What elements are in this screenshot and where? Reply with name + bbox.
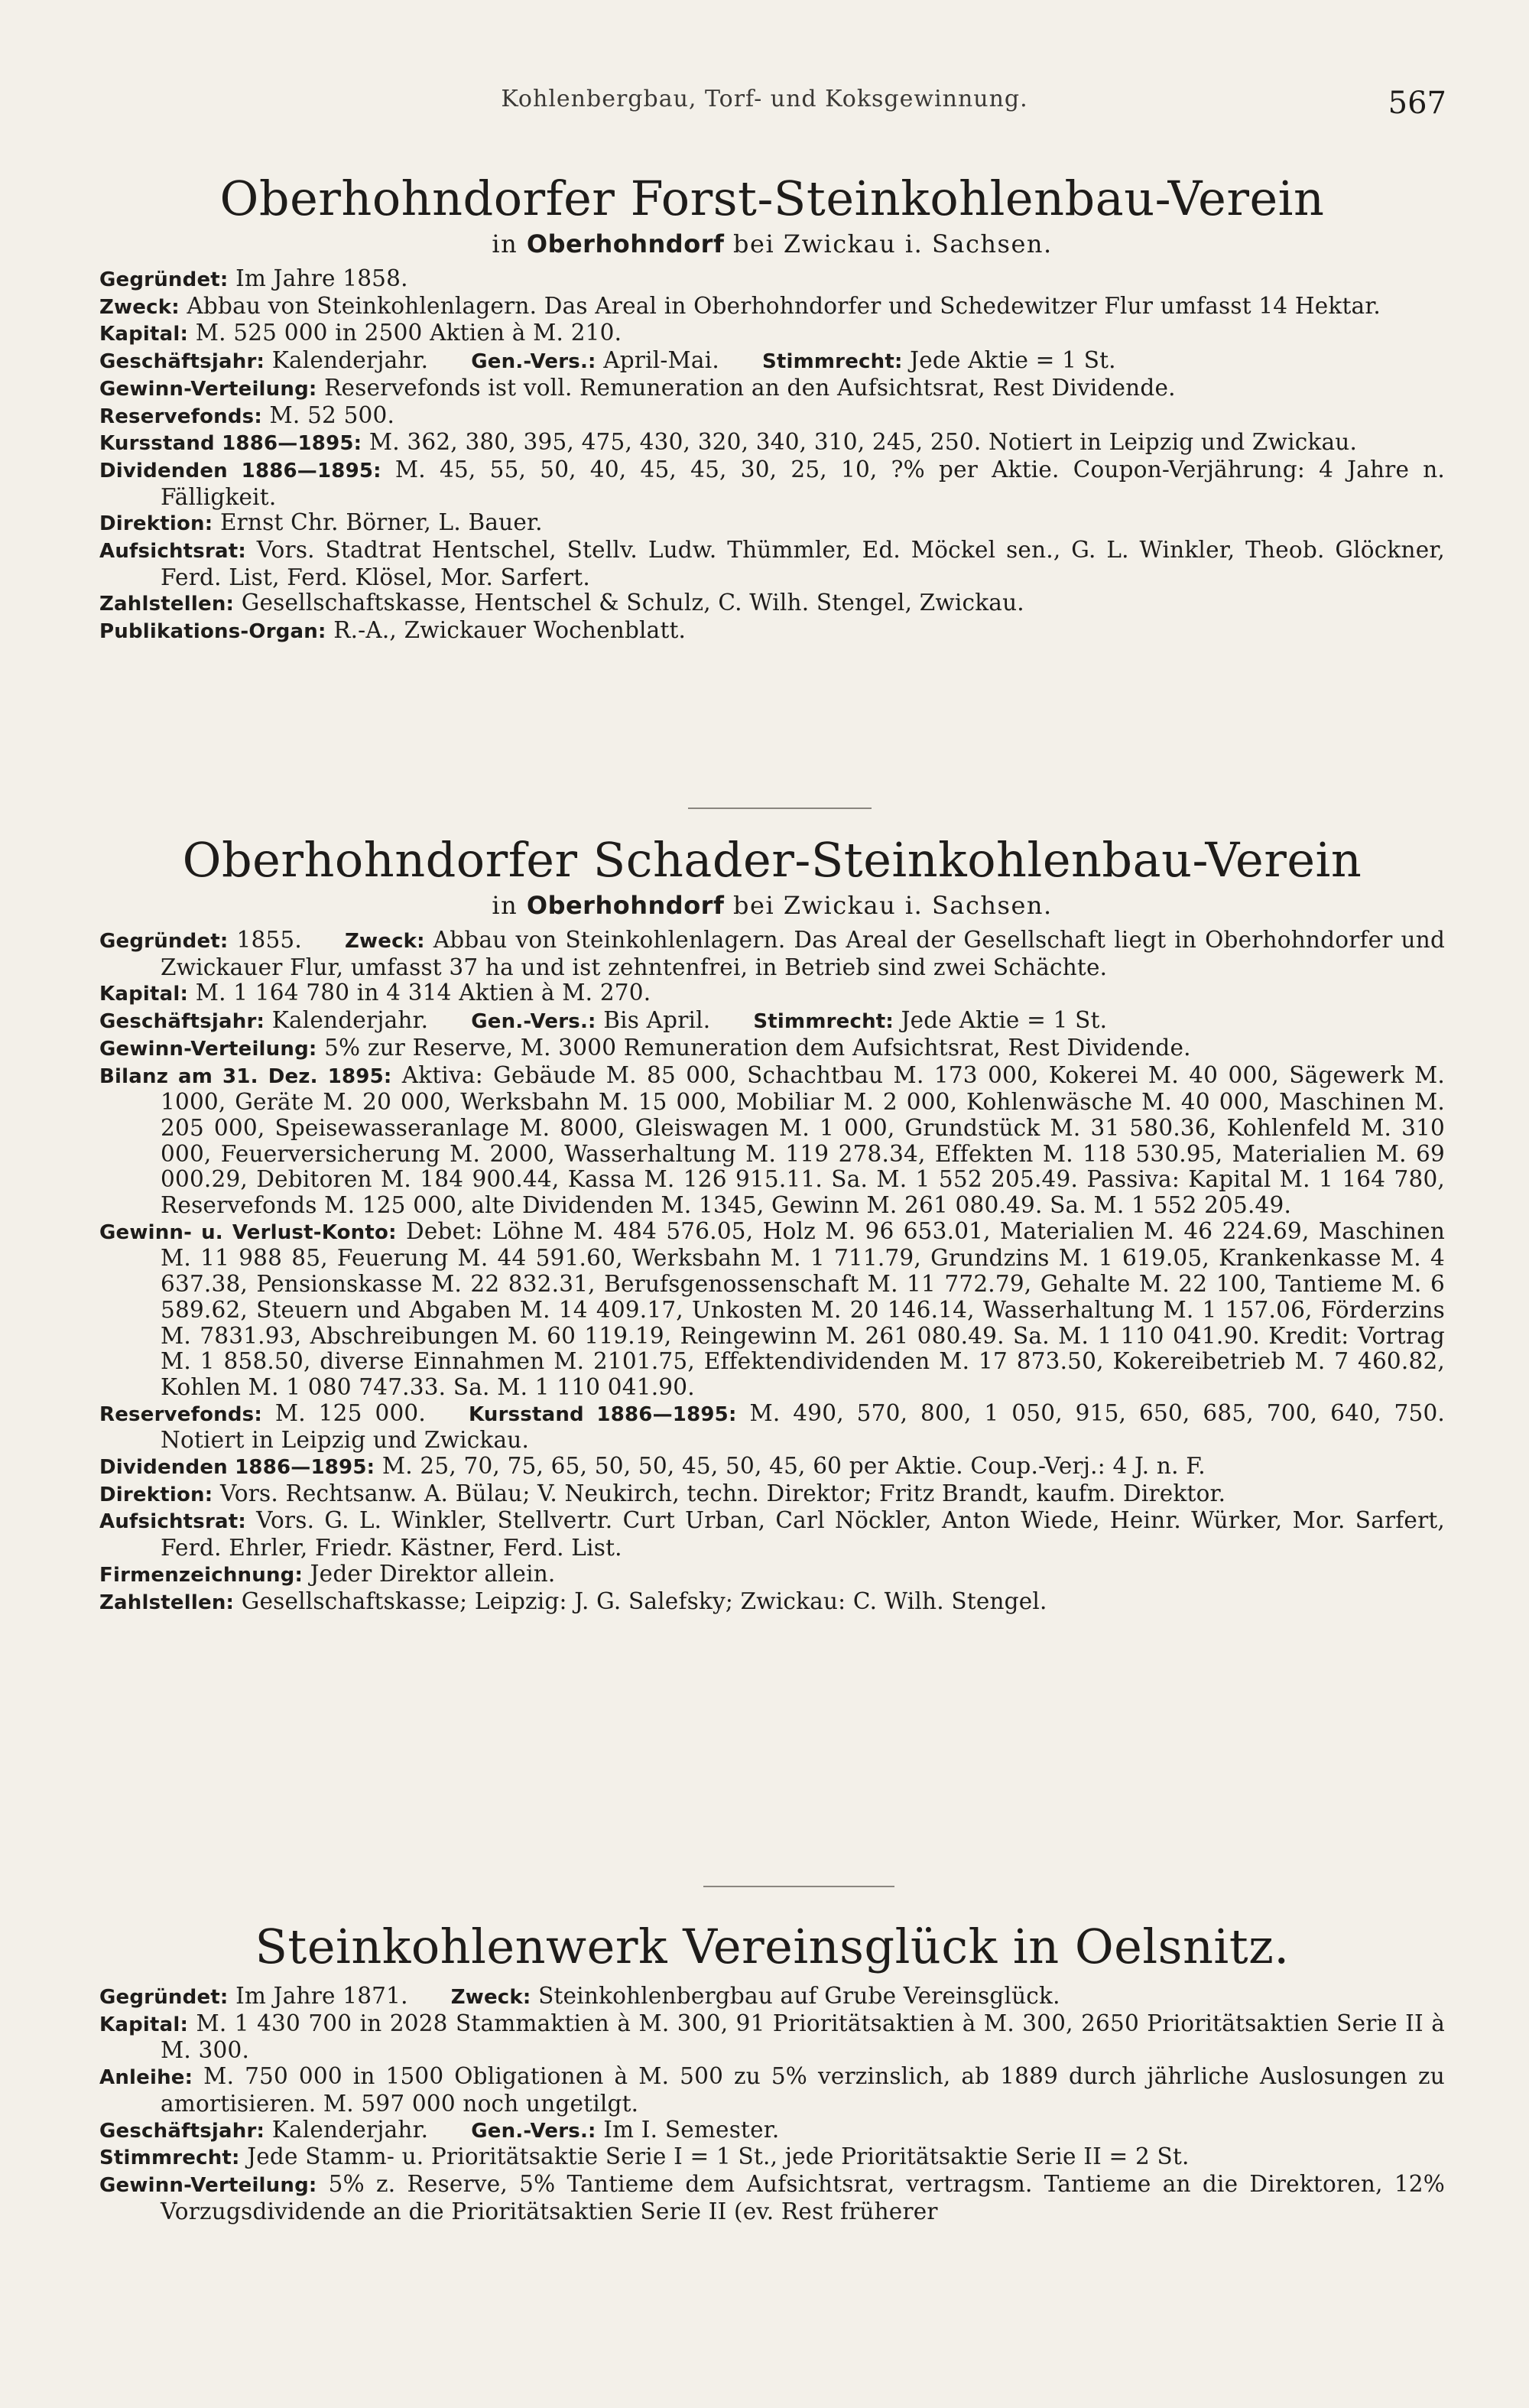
field-label: Aufsichtsrat: (99, 540, 246, 564)
field-label: Zahlstellen: (99, 1591, 235, 1614)
field-label: Reservefonds: (99, 405, 262, 428)
entry-paragraph (99, 538, 1445, 590)
company-entry (99, 1918, 1445, 2224)
field-value: Im Jahre 1858. (235, 265, 408, 291)
field-value: Kalenderjahr. (271, 1007, 429, 1034)
location-suffix: bei Zwickau i. Sachsen. (733, 229, 1053, 258)
field-label: Gegründet: (99, 268, 229, 291)
entry-paragraph (99, 2011, 1445, 2064)
field-value: M. 362, 380, 395, 475, 430, 320, 340, 310, 245, 250. Notiert in Leipzig und Zwickau. (368, 429, 1358, 456)
entry-paragraph (99, 430, 1445, 457)
company-title: Steinkohlenwerk Vereinsglück in Oelsnitz. (255, 1919, 1290, 1974)
section-divider (703, 1886, 894, 1887)
field-value: M. 490, 570, 800, 1 050, 915, 650, 685, 700, 640, 750. Notiert in Leipzig und Zwickau. (161, 1399, 1446, 1454)
field-value: 1855. (236, 927, 302, 953)
field-label: Direktion: (99, 1483, 213, 1506)
entry-paragraph (99, 1008, 1445, 1035)
field-label: Anleihe: (99, 2066, 193, 2090)
field-label: Kursstand 1886—1895: (99, 432, 362, 456)
field-label: Kursstand 1886—1895: (468, 1402, 737, 1426)
field-label: Gen.-Vers.: (471, 2119, 596, 2143)
location-place: Oberhohndorf (526, 891, 725, 920)
entry-paragraph (99, 1219, 1445, 1401)
page-number: 567 (1388, 86, 1446, 121)
entry-paragraph (99, 266, 1445, 294)
field-value: M. 750 000 in 1500 Obligationen à M. 500 zu 5% verzinslich, ab 1889 durch jährliche Auslosungen zu amortisieren. M. 597 000 noch ungetilgt. (161, 2063, 1446, 2117)
entry-paragraph (99, 1984, 1445, 2011)
field-value: Abbau von Steinkohlenlagern. Das Areal in Oberhohndorfer und Schedewitzer Flur umfasst 14 Hektar. (187, 292, 1381, 319)
field-value: Jede Aktie = 1 St. (910, 347, 1116, 374)
field-value: Im I. Semester. (603, 2116, 780, 2143)
field-label: Stimmrecht: (753, 1010, 894, 1034)
company-location (99, 228, 1445, 260)
entry-paragraph (99, 618, 1445, 645)
entry-paragraph (99, 928, 1445, 980)
entry-paragraph (99, 375, 1445, 403)
field-value: Ernst Chr. Börner, L. Bauer. (219, 509, 543, 536)
field-value: Jede Stamm- u. Prioritätsaktie Serie I = 1 St., jede Prioritätsaktie Serie II = 2 St. (247, 2143, 1190, 2170)
field-label: Bilanz am 31. Dez. 1895: (99, 1064, 392, 1088)
field-value: Gesellschaftskasse; Leipzig: J. G. Salefsky; Zwickau: C. Wilh. Stengel. (241, 1587, 1047, 1614)
field-value: Aktiva: Gebäude M. 85 000, Schachtbau M. 173 000, Kokerei M. 40 000, Sägewerk M. 1000, Geräte M. 20 000, Werksbahn M. 15 000, Mobiliar M. 2 000, Kohlenwäsche M. 40 000, Maschinen M. 205 000, Speisewasseranlage M. 8000, Gleiswagen M. 1 000, Grundstück M. 31 580.36, Kohlenfeld M. 310 000, Feuerversicherung M. 2000, Wasserhaltung M. 119 278.34, Effekten M. 118 530.95, Materialien M. 69 000.29, Debitoren M. 184 900.44, Kassa M. 126 915.11. Sa. M. 1 552 205.49. Passiva: Kapital M. 1 164 780, Reservefonds M. 125 000, alte Dividenden M. 1345, Gewinn M. 261 080.49. Sa. M. 1 552 205.49. (161, 1061, 1445, 1219)
field-label: Geschäftsjahr: (99, 350, 265, 374)
field-label: Direktion: (99, 512, 213, 536)
entry-paragraph (99, 348, 1445, 375)
field-value: Kalenderjahr. (271, 2116, 429, 2143)
field-label: Gewinn-Verteilung: (99, 377, 317, 401)
field-value: Steinkohlenbergbau auf Grube Vereinsglück. (538, 1983, 1060, 2009)
entry-paragraph (99, 1589, 1445, 1617)
field-label: Zweck: (450, 1986, 531, 2009)
company-entry (99, 170, 1445, 645)
entry-paragraph (99, 2172, 1445, 2224)
entry-paragraph (99, 980, 1445, 1008)
entry-paragraph (99, 1561, 1445, 1589)
field-value: Reservefonds ist voll. Remuneration an den Aufsichtsrat, Rest Dividende. (324, 374, 1176, 401)
entry-paragraph (99, 403, 1445, 431)
field-label: Dividenden 1886—1895: (99, 459, 381, 483)
field-label: Kapital: (99, 983, 189, 1006)
field-label: Stimmrecht: (99, 2146, 240, 2170)
location-place: Oberhohndorf (526, 229, 725, 258)
entry-paragraph (99, 1454, 1445, 1481)
field-label: Kapital: (99, 323, 189, 346)
entry-paragraph (99, 457, 1445, 510)
field-value: Abbau von Steinkohlenlagern. Das Areal der Gesellschaft liegt in Oberhohndorfer und Zwickauer Flur, umfasst 37 ha und ist zehntenfrei, in Betrieb sind zwei Schächte. (161, 927, 1446, 980)
field-value: Kalenderjahr. (271, 347, 429, 374)
field-label: Firmenzeichnung: (99, 1563, 304, 1587)
field-label: Gewinn-Verteilung: (99, 1037, 317, 1061)
running-title: Kohlenbergbau, Torf- und Koksgewinnung. (501, 86, 1028, 112)
company-location (99, 889, 1445, 921)
field-value: 5% zur Reserve, M. 3000 Remuneration dem Aufsichtsrat, Rest Dividende. (324, 1034, 1191, 1061)
entry-paragraph (99, 1508, 1445, 1561)
field-value: Jeder Direktor allein. (310, 1560, 556, 1587)
field-label: Aufsichtsrat: (99, 1510, 246, 1534)
field-label: Zahlstellen: (99, 593, 235, 616)
field-value: Vors. Stadtrat Hentschel, Stellv. Ludw. Thümmler, Ed. Möckel sen., G. L. Winkler, Theob. Glöckner, Ferd. List, Ferd. Klösel, Mor. Sarfert. (161, 537, 1445, 590)
field-value: M. 45, 55, 50, 40, 45, 45, 30, 25, 10, ?% per Aktie. Coupon-Verjährung: 4 Jahre n. Fälligkeit. (161, 456, 1446, 510)
field-label: Dividenden 1886—1895: (99, 1456, 375, 1480)
field-value: M. 52 500. (269, 401, 395, 428)
field-value: April-Mai. (603, 347, 719, 374)
field-value: M. 1 164 780 in 4 314 Aktien à M. 270. (195, 980, 651, 1006)
entry-paragraph (99, 510, 1445, 538)
entry-paragraph (99, 1401, 1445, 1454)
field-value: M. 1 430 700 in 2028 Stammaktien à M. 300, 91 Prioritätsaktien à M. 300, 2650 Prioritätsaktien Serie II à M. 300. (161, 2010, 1445, 2064)
field-value: M. 525 000 in 2500 Aktien à M. 210. (195, 320, 622, 346)
location-suffix: bei Zwickau i. Sachsen. (733, 891, 1053, 920)
field-value: Bis April. (603, 1007, 711, 1034)
location-prefix: in (492, 229, 518, 258)
field-label: Gegründet: (99, 1986, 229, 2009)
field-value: Debet: Löhne M. 484 576.05, Holz M. 96 653.01, Materialien M. 46 224.69, Maschinen M. 11 988 85, Feuerung M. 44 591.60, Werksbahn M. 1 711.79, Grundzins M. 1 619.05, Krankenkasse M. 4 637.38, Pensionskasse M. 22 832.31, Berufsgenossenschaft M. 11 772.79, Gehalte M. 22 100, Tantieme M. 6 589.62, Steuern und Abgaben M. 14 409.17, Unkosten M. 20 146.14, Wasserhaltung M. 1 157.06, Förderzins M. 7831.93, Abschreibungen M. 60 119.19, Reingewinn M. 261 080.49. Sa. M. 1 110 041.90. Kredit: Vortrag M. 1 858.50, diverse Einnahmen M. 2101.75, Effektendividenden M. 17 873.50, Kokereibetrieb M. 7 460.82, Kohlen M. 1 080 747.33. Sa. M. 1 110 041.90. (161, 1217, 1446, 1400)
field-label: Gegründet: (99, 930, 229, 953)
field-label: Geschäftsjahr: (99, 1010, 265, 1034)
location-prefix: in (492, 891, 518, 920)
field-value: Im Jahre 1871. (235, 1983, 408, 2009)
field-label: Zweck: (99, 295, 180, 319)
entry-paragraph (99, 590, 1445, 618)
entry-paragraph (99, 294, 1445, 321)
field-value: Vors. G. L. Winkler, Stellvertr. Curt Urban, Carl Nöckler, Anton Wiede, Heinr. Würker, Mor. Sarfert, Ferd. Ehrler, Friedr. Kästner, Ferd. List. (161, 1507, 1445, 1561)
field-label: Stimmrecht: (761, 350, 903, 374)
entry-paragraph (99, 1063, 1445, 1219)
entry-paragraph (99, 2144, 1445, 2172)
entry-paragraph (99, 320, 1445, 348)
field-label: Geschäftsjahr: (99, 2119, 265, 2143)
field-value: Gesellschaftskasse, Hentschel & Schulz, C. Wilh. Stengel, Zwickau. (241, 590, 1024, 616)
field-value: M. 125 000. (274, 1399, 426, 1426)
field-label: Gewinn-Verteilung: (99, 2173, 317, 2197)
entry-paragraph (99, 1481, 1445, 1509)
company-entry (99, 831, 1445, 1616)
field-value: M. 25, 70, 75, 65, 50, 50, 45, 50, 45, 60 per Aktie. Coup.-Verj.: 4 J. n. F. (381, 1453, 1206, 1480)
company-title: Oberhohndorfer Forst-Steinkohlenbau-Verein (219, 171, 1325, 226)
field-label: Zweck: (344, 930, 425, 953)
section-divider (688, 808, 872, 809)
field-value: 5% z. Reserve, 5% Tantieme dem Aufsichtsrat, vertragsm. Tantieme an die Direktoren, 12% Vorzugsdividende an die Prioritätsaktien Serie II (ev. Rest früherer (161, 2170, 1445, 2224)
company-title: Oberhohndorfer Schader-Steinkohlenbau-Verein (182, 832, 1362, 888)
field-label: Reservefonds: (99, 1402, 262, 1426)
running-header (0, 86, 1529, 132)
field-label: Gewinn- u. Verlust-Konto: (99, 1220, 397, 1244)
field-value: R.-A., Zwickauer Wochenblatt. (333, 617, 687, 644)
entry-paragraph (99, 1035, 1445, 1063)
field-label: Gen.-Vers.: (471, 1010, 596, 1034)
field-value: Jede Aktie = 1 St. (901, 1007, 1108, 1034)
entry-paragraph (99, 2117, 1445, 2145)
field-label: Kapital: (99, 2013, 189, 2036)
field-value: Vors. Rechtsanw. A. Bülau; V. Neukirch, techn. Direktor; Fritz Brandt, kaufm. Direktor. (219, 1480, 1226, 1506)
entry-paragraph (99, 2064, 1445, 2117)
field-label: Publikations-Organ: (99, 620, 326, 644)
field-label: Gen.-Vers.: (471, 350, 596, 374)
